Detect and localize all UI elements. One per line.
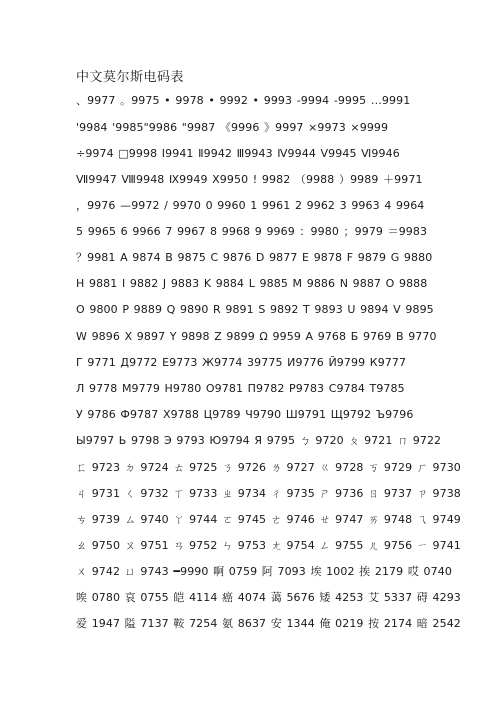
code-row: ÷9974 □9998 Ⅰ9941 Ⅱ9942 Ⅲ9943 Ⅳ9944 Ⅴ9945 Ⅵ9946 (76, 147, 400, 160)
document-title: 中文莫尔斯电码表 (76, 70, 185, 85)
code-row: ？9981 A 9874 B 9875 C 9876 D 9877 E 9878 F 9879 G 9880 (76, 251, 433, 264)
code-row: ㄐ 9731 ㄑ 9732 ㄒ 9733 ㄓ 9734 ㄔ 9735 ㄕ 9736 ㄖ 9737 ㄗ 9738 (76, 487, 461, 500)
code-row: ㄠ 9750 ㄡ 9751 ㄢ 9752 ㄣ 9753 ㄤ 9754 ㄥ 9755 ㄦ 9756 ㄧ 9741 (76, 539, 461, 552)
code-row: У 9786 Ф9787 Х9788 Ц9789 Ч9790 Ш9791 Щ9792 Ъ9796 (76, 408, 414, 421)
code-row: ，9976 —9972 / 9970 0 9960 1 9961 2 9962 3 9963 4 9964 (76, 199, 425, 212)
code-row: Л 9778 М9779 Н9780 О9781 П9782 Р9783 С9784 Т9785 (76, 382, 405, 395)
code-row: ㄘ 9739 ㄙ 9740 ㄚ 9744 ㄛ 9745 ㄜ 9746 ㄝ 9747 ㄞ 9748 ㄟ 9749 (76, 513, 461, 526)
code-row: Г 9771 Д9772 Е9773 Ж9774 39775 И9776 Й9799 К9777 (76, 356, 407, 369)
code-row: 5 9965 6 9966 7 9967 8 9968 9 9969 ：9980 ；9979 ＝9983 (76, 225, 428, 238)
code-row: W 9896 X 9897 Y 9898 Z 9899 Ω 9959 A 9768 Б 9769 В 9770 (76, 330, 437, 343)
code-row: O 9800 P 9889 Q 9890 R 9891 S 9892 T 9893 U 9894 V 9895 (76, 303, 434, 316)
code-row: Ы9797 Ь 9798 Э 9793 Ю9794 Я 9795 ㄅ 9720 ㄆ 9721 ㄇ 9722 (76, 434, 442, 447)
code-row: 、9977 。9975 • 9978 • 9992 • 9993 -9994 -9995 …9991 (76, 94, 411, 107)
code-row: 爱 1947 隘 7137 鞍 7254 氨 8637 安 1344 俺 0219 按 2174 暗 2542 (76, 617, 461, 630)
code-row: ㄨ 9742 ㄩ 9743 ━9990 啊 0759 阿 7093 埃 1002 挨 2179 哎 0740 (76, 565, 452, 578)
code-row: '9984 '9985"9986 "9987 《9996 》9997 ×9973 ×9999 (76, 121, 389, 134)
code-row: 唉 0780 哀 0755 皑 4114 癌 4074 蔼 5676 矮 4253 艾 5337 碍 4293 (76, 591, 461, 604)
code-row: Ⅶ9947 Ⅷ9948 Ⅸ9949 Ⅹ9950 ! 9982 （9988 ）9989 ＋9971 (76, 173, 423, 186)
code-row: H 9881 I 9882 J 9883 K 9884 L 9885 M 9886 N 9887 O 9888 (76, 277, 428, 290)
code-row: ㄈ 9723 ㄉ 9724 ㄊ 9725 ㄋ 9726 ㄌ 9727 ㄍ 9728 ㄎ 9729 ㄏ 9730 (76, 461, 461, 474)
